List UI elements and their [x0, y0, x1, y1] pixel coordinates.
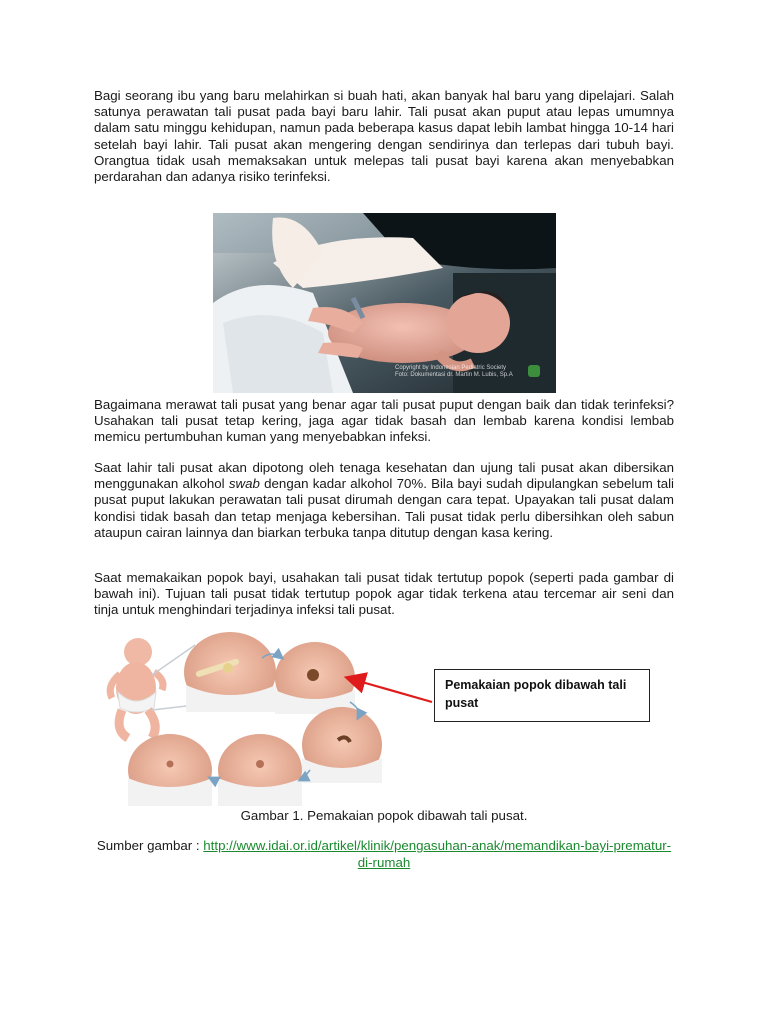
step-circle-5 [128, 734, 212, 806]
step-circle-3 [302, 707, 382, 783]
figure-caption: Gambar 1. Pemakaian popok dibawah tali pusat. [240, 808, 528, 823]
photo-watermark: Copyright by Indonesian Pediatric Society Foto: Dokumentasi dr. Martin M. Lubis, Sp.A [395, 365, 513, 378]
paragraph-how-to-care: Bagaimana merawat tali pusat yang benar agar tali pusat puput dengan baik dan tidak terinfeksi? Usahakan tali pusat tetap kering, jaga agar tidak basah dan lembab karena kondisi lembab memicu pertumbuhan kuman yang menyebabkan infeksi. [94, 397, 674, 445]
step-circle-4 [218, 734, 302, 806]
paragraph-diaper: Saat memakaikan popok bayi, usahakan tali pusat tidak tertutup popok (seperti pada gambar di bawah ini). Tujuan tali pusat tidak tertutup popok agar tidak terkena atau tercemar air seni dan tinja untuk menghindari terjadinya infeksi tali pusat. [94, 570, 674, 618]
newborn-photo [213, 213, 556, 393]
step-circle-2 [275, 642, 355, 714]
source-label: Sumber gambar : [96, 838, 204, 853]
paragraph-intro: Bagi seorang ibu yang baru melahirkan si buah hati, akan banyak hal baru yang dipelajari. Salah satunya perawatan tali pusat pada bayi baru lahir. Tali pusat akan puput atau lepas umumnya dalam satu minggu kehidupan, namun pada beberapa kasus dapat lebih lambat hingga 10-14 hari setelah bayi lahir. Tali pusat akan mengering dengan sendirinya dan terlepas dari tubuh bayi. Orangtua tidak usah memaksakan untuk melepas tali pusat bayi karena akan menyebabkan perdarahan dan adanya risiko terinfeksi. [94, 88, 674, 185]
callout-box: Pemakaian popok dibawah tali pusat [434, 669, 650, 722]
image-source [94, 838, 674, 871]
red-arrow-icon [348, 678, 432, 702]
source-link[interactable]: http://www.idai.or.id/artikel/klinik/pengasuhan-anak/memandikan-bayi-prematur-di-rumah [203, 838, 672, 870]
paragraph-cleaning: Saat lahir tali pusat akan dipotong oleh tenaga kesehatan dan ujung tali pusat akan dibersikan menggunakan alkohol swab dengan kadar alkohol 70%. Bila bayi sudah dipulangkan sebelum tali pusat puput lakukan perawatan tali pusat dirumah dengan cara tepat. Upayakan tali pusat dalam kondisi tidak basah dan tetap menjaga kebersihan. Tali pusat tidak perlu dibersihkan oleh sabun ataupun cairan lainnya dan biarkan terbuka tanpa ditutup dengan kasa kering. [94, 460, 674, 540]
step-circle-1 [184, 632, 276, 712]
baby-figure [110, 638, 163, 738]
